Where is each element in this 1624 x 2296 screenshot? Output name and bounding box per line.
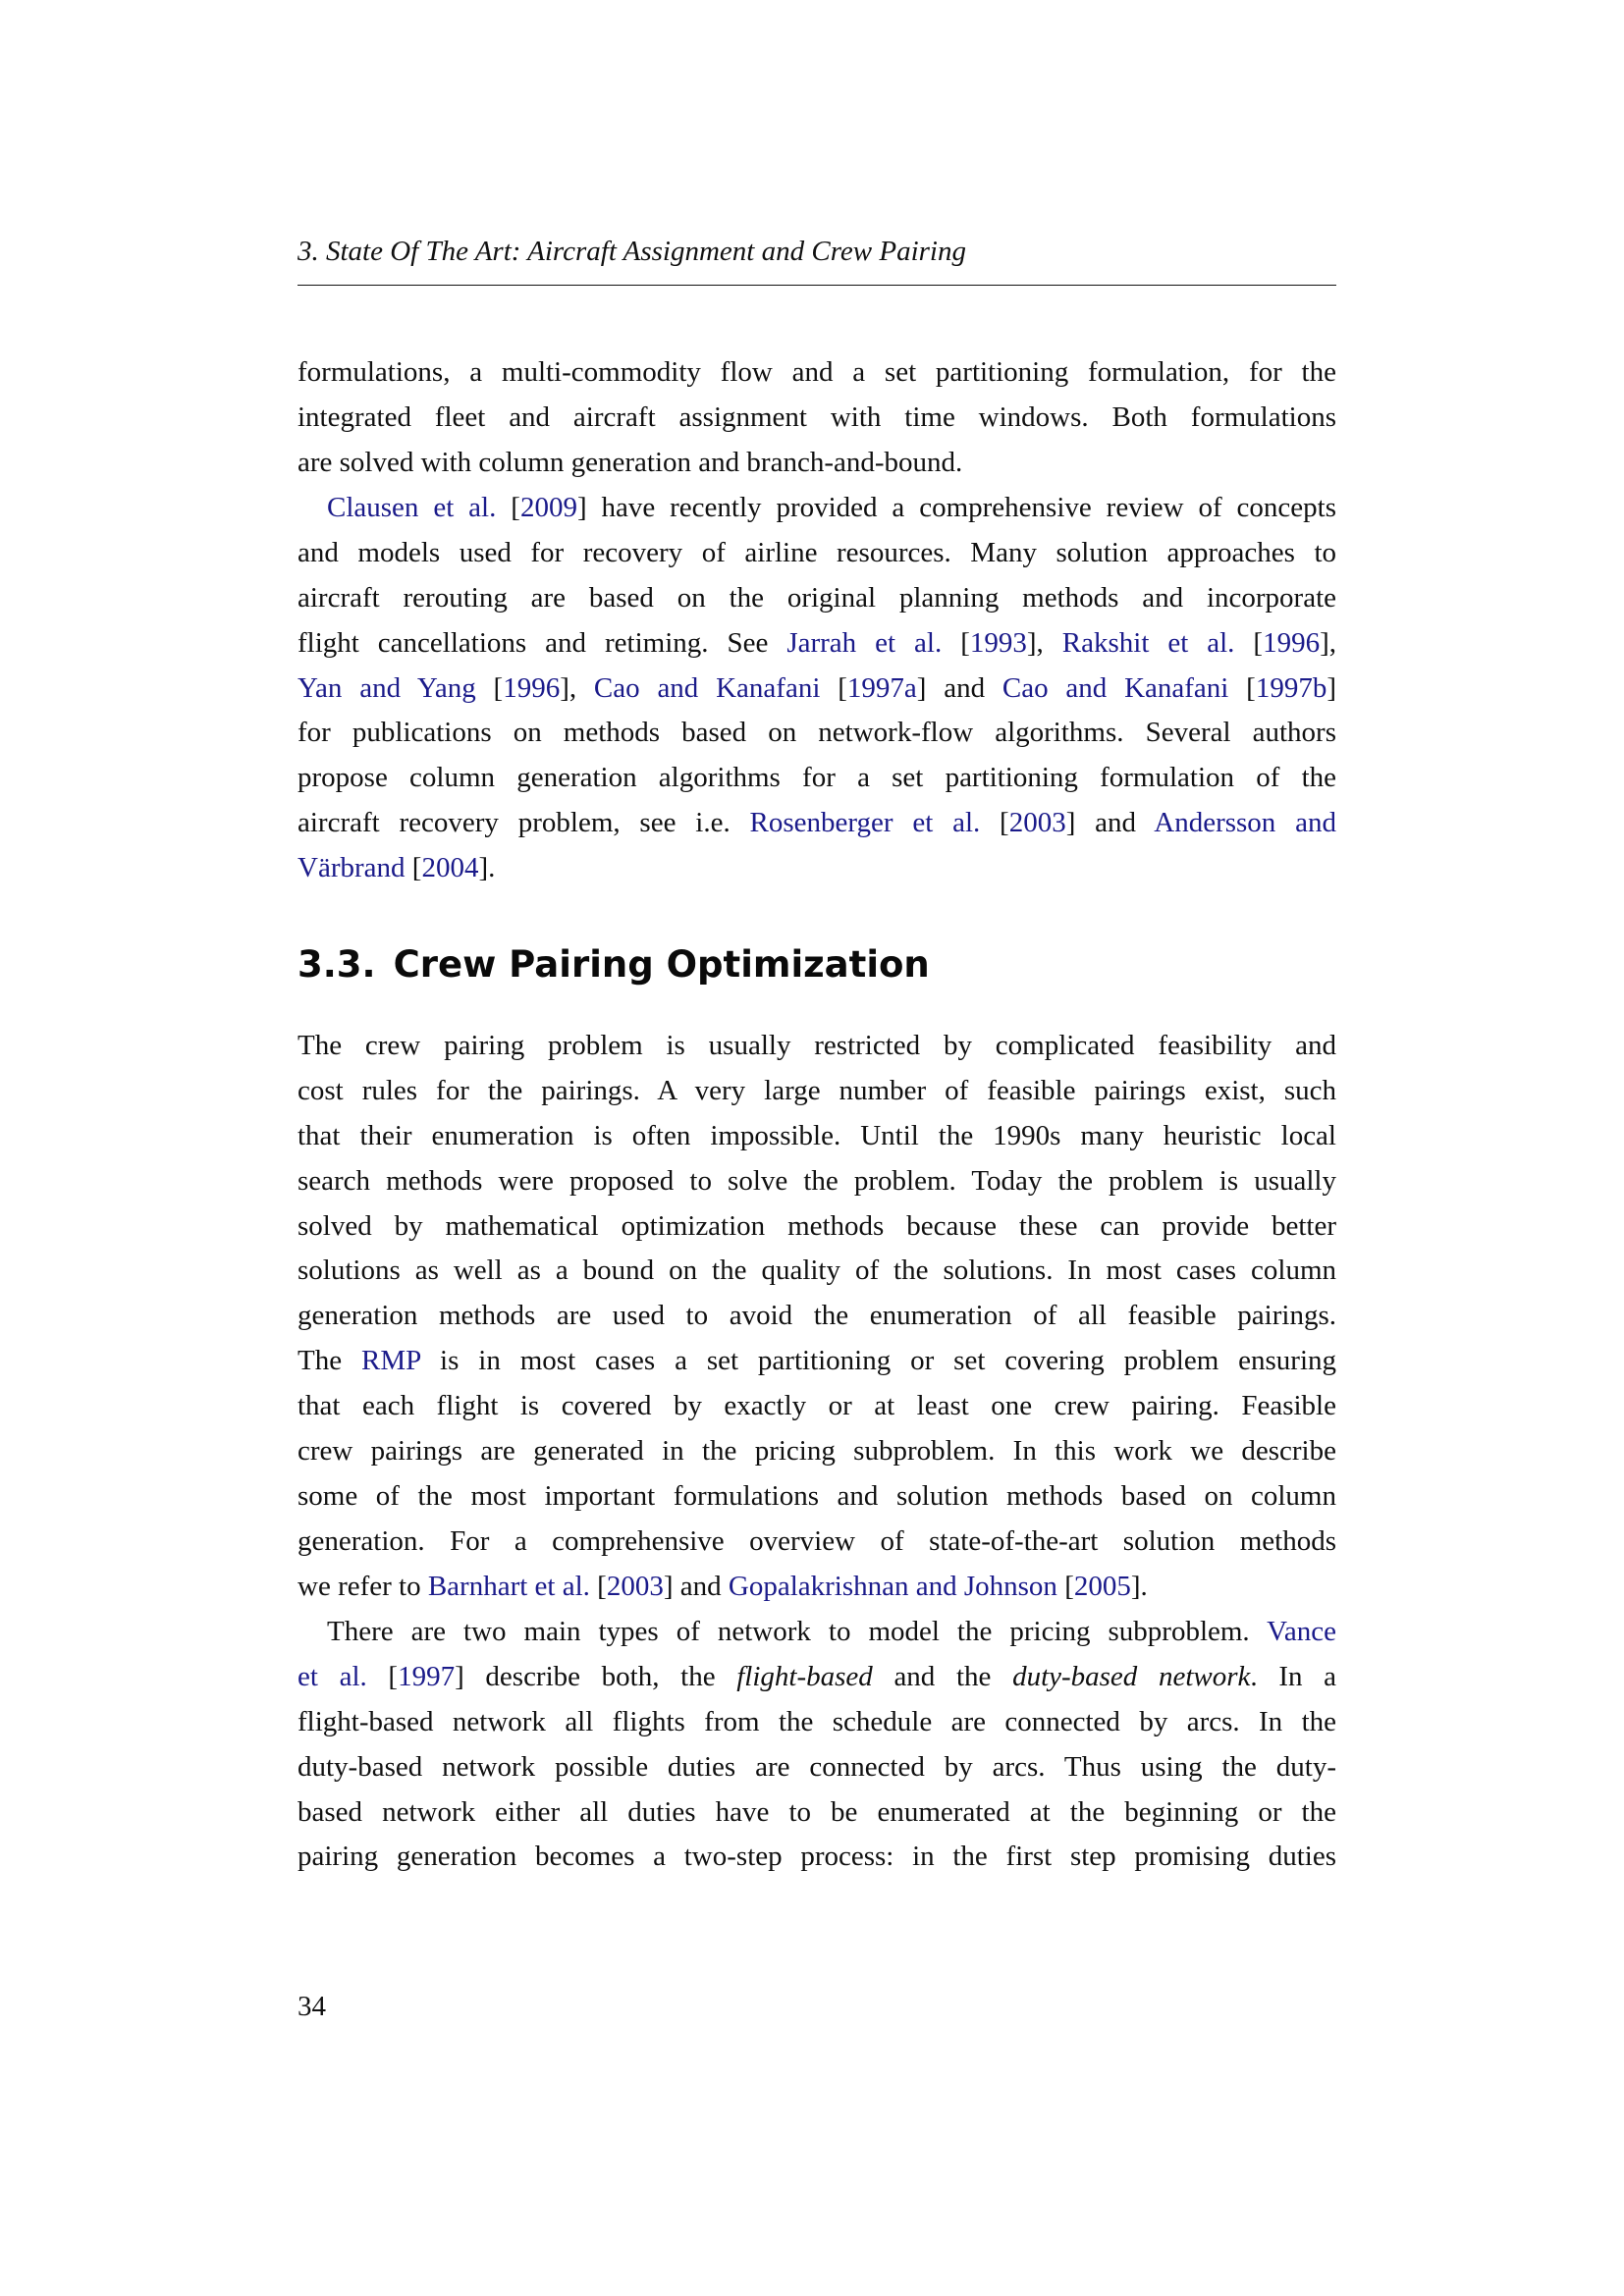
body-text: aircraft recovery problem, see i.e. (298, 807, 750, 839)
text-line (298, 756, 1336, 801)
text-line (298, 441, 1336, 486)
body-text: ]. (1130, 1570, 1148, 1602)
section-title: Crew Pairing Optimization (393, 943, 930, 986)
text-line (298, 1474, 1336, 1520)
paragraph-airline-recovery (298, 486, 1336, 891)
emphasis-text: duty-based network (1012, 1660, 1251, 1692)
text-line (298, 846, 1336, 891)
text-line (298, 1610, 1336, 1655)
page-number: 34 (298, 1991, 326, 2022)
body-text: ] describe both, the (455, 1660, 737, 1692)
citation-link[interactable]: Andersson and (1154, 807, 1336, 839)
text-line (298, 801, 1336, 846)
section-heading (298, 940, 930, 989)
citation-link[interactable]: et al. (298, 1660, 367, 1692)
paragraph-crew-pairing-intro (298, 1024, 1336, 1610)
text-line (298, 1565, 1336, 1610)
body-text: ] and (1065, 807, 1155, 839)
body-text: integrated fleet and aircraft assignment with time windows. Both formulations (298, 400, 1336, 433)
body-text: aircraft rerouting are based on the original planning methods and incorporate (298, 581, 1336, 614)
body-text: ]. (478, 852, 496, 884)
body-text: [ (589, 1570, 607, 1602)
citation-link[interactable]: Gopalakrishnan and Johnson (728, 1570, 1057, 1602)
running-header (298, 232, 1336, 271)
body-text: are solved with column generation and branch-and-bound. (298, 446, 963, 478)
section-number: 3.3. (298, 943, 376, 986)
body-text: crew pairings are generated in the pricing subproblem. In this work we describe (298, 1435, 1336, 1468)
citation-link[interactable]: 1997b (1255, 671, 1327, 704)
body-text: propose column generation algorithms for a set partitioning formulation of the (298, 762, 1336, 794)
citation-link[interactable]: Cao and Kanafani (593, 671, 821, 704)
body-text: flight cancellations and retiming. See (298, 626, 787, 659)
text-line (298, 486, 1336, 531)
body-text: ], (1320, 626, 1336, 659)
citation-link[interactable]: Rakshit et al. (1061, 626, 1235, 659)
text-line (298, 1069, 1336, 1114)
citation-link[interactable]: Vance (1267, 1616, 1336, 1647)
citation-link[interactable]: Yan and Yang (298, 671, 476, 704)
body-text: for publications on methods based on network-flow algorithms. Several authors (298, 717, 1336, 749)
citation-link[interactable]: 2004 (421, 852, 479, 884)
citation-link[interactable]: 1997a (846, 671, 917, 704)
citation-link[interactable]: Barnhart et al. (427, 1570, 590, 1602)
citation-link[interactable]: 2005 (1073, 1570, 1131, 1602)
body-text: [ (475, 671, 504, 704)
body-text: [ (1228, 671, 1256, 704)
text-line (298, 1745, 1336, 1790)
citation-link[interactable]: Rosenberger et al. (749, 807, 981, 839)
body-text: that their enumeration is often impossible. Until the 1990s many heuristic local (298, 1119, 1336, 1151)
body-text: There are two main types of network to model the pricing subproblem. (327, 1616, 1268, 1647)
body-text: ] (1326, 671, 1336, 704)
text-line (298, 711, 1336, 756)
body-text: ], (1026, 626, 1062, 659)
text-line (298, 1700, 1336, 1745)
body-text: search methods were proposed to solve the problem. Today the problem is usually (298, 1164, 1336, 1197)
body-text: and the (872, 1660, 1013, 1692)
text-line (298, 576, 1336, 621)
body-text: some of the most important formulations and solution methods based on column (298, 1479, 1336, 1512)
body-text: solved by mathematical optimization methods because these can provide better (298, 1209, 1336, 1242)
citation-link[interactable]: Värbrand (298, 852, 406, 884)
text-line (298, 1294, 1336, 1339)
citation-link[interactable]: RMP (360, 1345, 421, 1377)
body-text: [ (980, 807, 1009, 839)
text-line (298, 1790, 1336, 1836)
body-text: [ (942, 626, 970, 659)
text-line (298, 1520, 1336, 1565)
body-text: formulations, a multi-commodity flow and a set partitioning formulation, for the (298, 356, 1336, 388)
body-text: solutions as well as a bound on the quality of the solutions. In most cases column (298, 1255, 1336, 1287)
text-line (298, 1835, 1336, 1880)
citation-link[interactable]: 2009 (519, 492, 577, 523)
body-text: flight-based network all flights from the schedule are connected by arcs. In the (298, 1705, 1336, 1737)
emphasis-text: flight-based (736, 1660, 873, 1692)
text-line (298, 1204, 1336, 1250)
citation-link[interactable]: 1996 (503, 671, 561, 704)
body-text: generation methods are used to avoid the enumeration of all feasible pairings. (298, 1300, 1336, 1332)
running-head-title: 3. State Of The Art: Aircraft Assignment and Crew Pairing (298, 236, 966, 267)
citation-link[interactable]: 2003 (1008, 807, 1066, 839)
body-text: [ (820, 671, 847, 704)
body-text: based network either all duties have to be enumerated at the beginning or the (298, 1795, 1336, 1828)
body-text: cost rules for the pairings. A very large number of feasible pairings exist, such (298, 1074, 1336, 1106)
text-line (298, 1384, 1336, 1429)
text-line (298, 1655, 1336, 1700)
citation-link[interactable]: Jarrah et al. (786, 626, 943, 659)
citation-link[interactable]: Cao and Kanafani (1001, 671, 1229, 704)
body-text: ] and (663, 1570, 729, 1602)
body-text: . In a (1250, 1660, 1336, 1692)
text-line (298, 350, 1336, 396)
body-text: [ (1234, 626, 1264, 659)
body-text: [ (1056, 1570, 1074, 1602)
body-text: [ (405, 852, 422, 884)
citation-link[interactable]: 1996 (1263, 626, 1321, 659)
citation-link[interactable]: 1993 (969, 626, 1027, 659)
body-text: The crew pairing problem is usually restricted by complicated feasibility and (298, 1030, 1336, 1061)
body-text: and models used for recovery of airline resources. Many solution approaches to (298, 536, 1336, 568)
body-text: ] have recently provided a comprehensive review of concepts (576, 492, 1336, 523)
text-line (298, 1159, 1336, 1204)
paragraph-continued (298, 350, 1336, 486)
citation-link[interactable]: 2003 (606, 1570, 664, 1602)
paragraph-network-types (298, 1610, 1336, 1880)
text-line (298, 531, 1336, 576)
header-rule (298, 285, 1336, 286)
body-text: generation. For a comprehensive overview of state-of-the-art solution methods (298, 1524, 1336, 1557)
body-text: ], (560, 671, 594, 704)
body-text: that each flight is covered by exactly or at least one crew pairing. Feasible (298, 1390, 1336, 1422)
body-text: we refer to (298, 1570, 428, 1602)
body-text: pairing generation becomes a two-step process: in the first step promising duties (298, 1841, 1336, 1873)
text-line (298, 396, 1336, 441)
citation-link[interactable]: 1997 (398, 1660, 456, 1692)
text-line (298, 1249, 1336, 1294)
text-line (298, 1114, 1336, 1159)
text-line (298, 621, 1336, 667)
body-text: ] and (916, 671, 1002, 704)
body-text: [ (366, 1660, 399, 1692)
text-line (298, 1024, 1336, 1069)
text-line (298, 667, 1336, 712)
text-line (298, 1339, 1336, 1384)
text-line (298, 1429, 1336, 1474)
body-text: duty-based network possible duties are connected by arcs. Thus using the duty- (298, 1750, 1336, 1783)
citation-link[interactable]: Clausen et al. (327, 492, 497, 523)
body-text: is in most cases a set partitioning or set covering problem ensuring (420, 1345, 1336, 1377)
body-text: [ (496, 492, 520, 523)
body-text: The (298, 1345, 361, 1377)
